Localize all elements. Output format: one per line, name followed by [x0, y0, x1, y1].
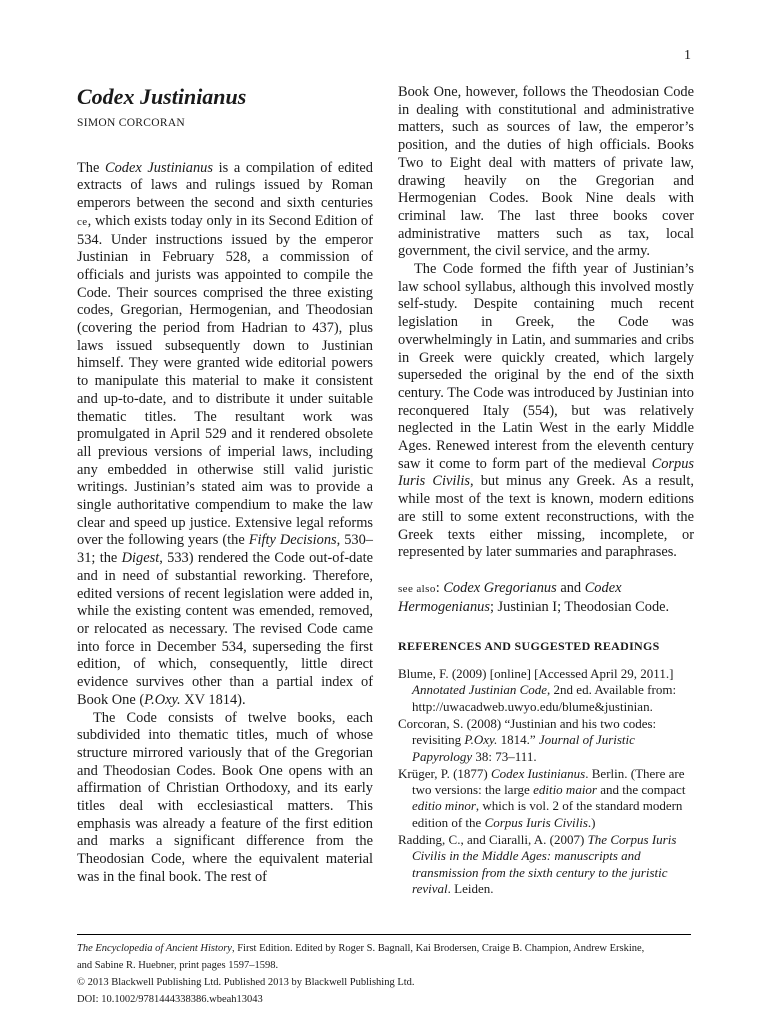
text-run: . Berlin. (There are two versions: the large — [412, 765, 685, 798]
paragraph-structure: The Code consists of twelve books, each subdivided into thematic titles, much of whose structure mirrored variously that of the Gregorian and Theodosian Codes. Book One opens with an affirmation of Christian Orthodoxy, and its early titles deal with ecclesiastical matters. This emphasis was already a feature of the first edition and marks a significant difference from the Theodosian Code, where the equivalent material was in the final book. The rest of — [77, 709, 373, 885]
small-caps-era: ce — [77, 215, 88, 228]
text-run: , First Edition. Edited by Roger S. Bagnall, Kai Brodersen, Craige B. Champion, Andrew Erskine, — [231, 943, 645, 954]
see-also — [398, 580, 694, 616]
italic-title: The Encyclopedia of Ancient History — [77, 943, 232, 954]
text-run: Blume, F. (2009) [online] [Accessed April 29, 2011.] — [398, 666, 674, 682]
reference-item — [398, 666, 694, 715]
reference-item — [398, 832, 694, 897]
italic-title: editio minor — [412, 798, 476, 814]
reference-url[interactable]: , 2nd ed. Available from: http://uwacadweb.uwyo.edu/blume&justinian. — [412, 682, 677, 714]
italic-title: Corpus Iuris Civilis — [398, 455, 694, 490]
text-run: . Leiden. — [447, 880, 494, 896]
text-run: .) — [587, 814, 596, 830]
italic-title: P.Oxy. — [144, 691, 181, 708]
italic-title: Corpus Iuris Civilis — [484, 814, 588, 830]
see-also-link[interactable]: ; Justinian I; Theodosian Code. — [489, 598, 670, 615]
paragraph-reception — [398, 261, 694, 562]
text-run: is a compilation of edited extracts of laws and rulings issued by Roman emperors between the second and sixth centuries — [77, 159, 373, 212]
text-run: XV 1814). — [180, 691, 246, 708]
text-run: 38: 73–111. — [472, 748, 537, 764]
text-run: , 530–31; the — [77, 532, 373, 567]
italic-title: Codex Justinianus — [105, 159, 213, 176]
footer-line: and Sabine R. Huebner, print pages 1597–1598. — [77, 960, 279, 971]
text-run: 1814.” — [497, 732, 539, 748]
text-run: Corcoran, S. (2008) “Justinian and his two codes: revisiting — [398, 715, 657, 748]
publication-footer — [77, 934, 691, 1008]
italic-title: Codex Iustinianus — [491, 765, 586, 781]
doi-line[interactable]: DOI: 10.1002/9781444338386.wbeah13043 — [77, 994, 263, 1005]
italic-title: Digest — [121, 550, 160, 567]
italic-title: Fifty Decisions — [248, 532, 337, 549]
page-number: 1 — [684, 48, 691, 63]
reference-item — [398, 716, 694, 765]
article-title: Codex Justinianus — [77, 84, 247, 109]
paragraph-intro — [77, 160, 373, 710]
right-column — [398, 84, 694, 898]
text-run: The — [77, 159, 106, 176]
references-heading: REFERENCES AND SUGGESTED READINGS — [398, 639, 660, 654]
text-run: Radding, C., and Ciaralli, A. (2007) — [398, 832, 588, 848]
text-run: , 533) rendered the Code out-of-date and in need of substantial reworking. Therefore, edited versions of recent legislation were added in, while the existing content was emended, removed, or relocated as necessary. The revised Code came into force in December 534, superseding the first edition, of which, consequently, little direct evidence survives other than a partial index of Book One ( — [77, 550, 374, 708]
copyright-line: © 2013 Blackwell Publishing Ltd. Published 2013 by Blackwell Publishing Ltd. — [77, 977, 415, 988]
see-also-link[interactable]: Codex Hermogenianus — [398, 579, 622, 615]
text-run: The Code formed the fifth year of Justinian’s law school syllabus, although this involved mostly self-study. Despite containing much recent legislation in Greek, the Code was overwhelmingly in Latin, and summaries and cribs in Greek were quickly created, which largely superseded the original by the end of the sixth century. The Code was introduced by Justinian into reconquered Italy (554), but was relatively neglected in the Latin West in the early Middle Ages. Renewed interest from the eleventh century saw it come to form part of the medieval — [398, 261, 694, 472]
reference-item — [398, 766, 694, 831]
see-also-label: see also — [398, 582, 436, 595]
text-run: and — [556, 579, 585, 596]
paragraph-continued: Book One, however, follows the Theodosian Code in dealing with constitutional and administrative matters, such as sources of law, the emperor’s position, and the duties of high officials. Books Two to Eight deal with matters of private law, drawing heavily on the Gregorian and Hermogenian Codes. Book Nine deals with criminal law. The last three books cover administrative matters such as tax, local government, the civil service, and the army. — [398, 84, 694, 260]
text-run: Krüger, P. (1877) — [398, 765, 491, 781]
italic-title: Journal of Juristic Papyrology — [412, 732, 635, 764]
references-list — [398, 666, 694, 897]
article-author: SIMON CORCORAN — [77, 117, 186, 129]
italic-title: editio maior — [533, 782, 597, 798]
text-run: , which is vol. 2 of the standard modern edition of the — [412, 798, 683, 830]
italic-title: The Corpus Iuris Civilis in the Middle Ages: manuscripts and transmission from the sixth century to the juristic revival — [412, 832, 677, 896]
text-run: , but minus any Greek. As a result, while most of the text is known, modern editions are still to some extent reconstructions, with the Greek texts either missing, incomplete, or represented by later summaries and paraphrases. — [398, 473, 694, 561]
see-also-link[interactable]: Codex Gregorianus — [443, 579, 557, 596]
text-run: , which exists today only in its Second Edition of 534. Under instructions issued by the emperor Justinian in February 528, a commission of officials and jurists was appointed to compile the Code. Their sources comprised the three existing codes, Gregorian, Hermogenian, and Theodosian (covering the period from Hadrian to 437), plus laws issued subsequently down to Justinian himself. They were granted wide editorial powers to manipulate this material to make it consistent and up-to-date, and to distribute it under suitable thematic titles. The resultant work was promulgated in April 529 and it rendered obsolete all previous versions of imperial laws, including any embedded in otherwise still valid juristic writings. Justinian’s stated aim was to provide a single authoritative compendium to make the law clear and speed up justice. Extensive legal reforms over the following years (the — [77, 212, 373, 549]
italic-title: Annotated Justinian Code — [412, 682, 548, 698]
text-run: : — [435, 579, 444, 596]
left-column — [77, 84, 373, 887]
footer-line — [77, 940, 691, 957]
text-run: and the compact — [597, 782, 686, 798]
italic-title: P.Oxy. — [464, 732, 498, 748]
